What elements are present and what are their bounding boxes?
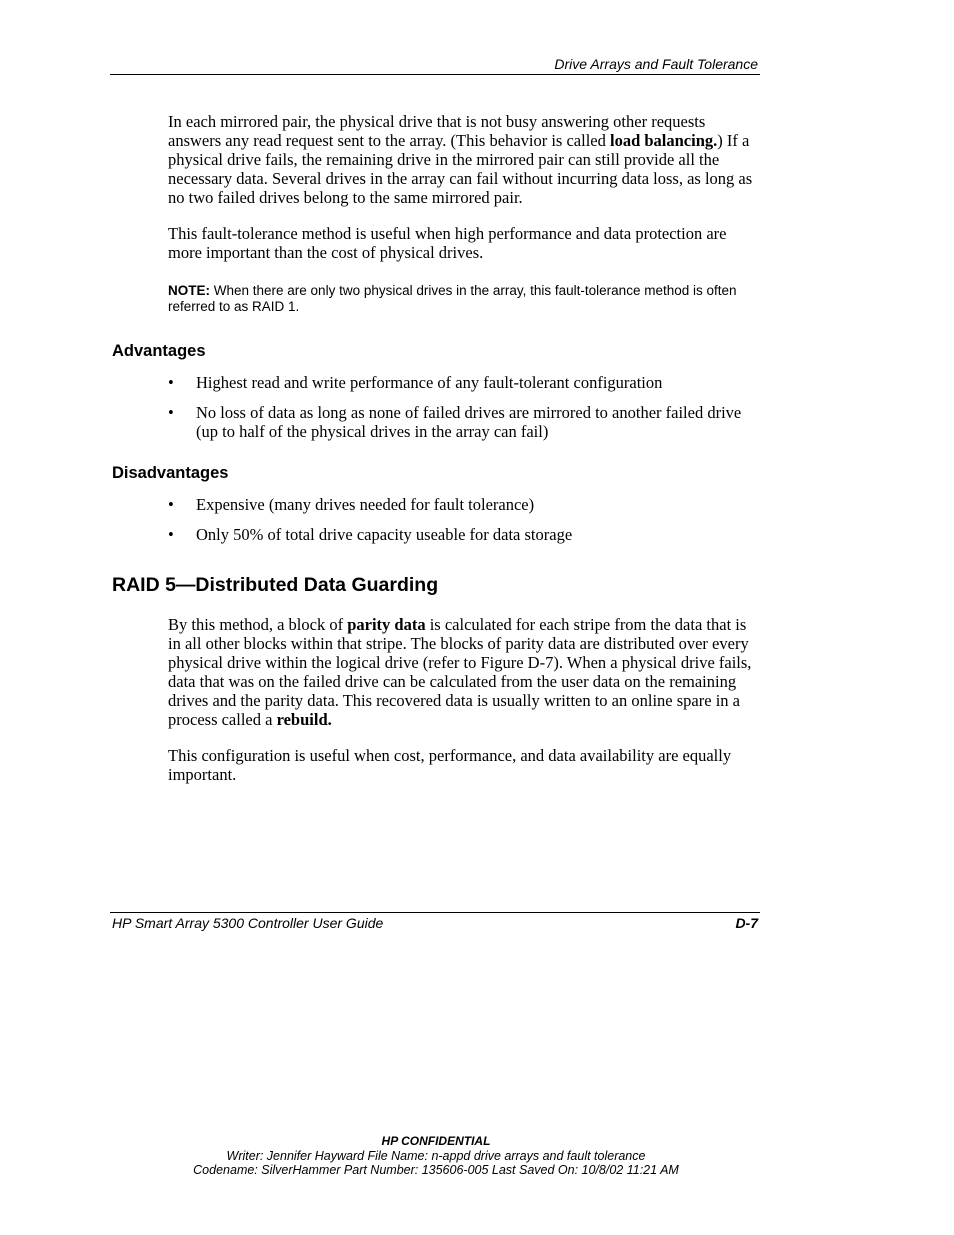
paragraph-text: In each mirrored pair, the physical drive that is not busy answering other requests answers any read request sent to the array. (This behavior is called bbox=[168, 112, 706, 150]
note bbox=[168, 283, 760, 315]
running-header: Drive Arrays and Fault Tolerance bbox=[554, 56, 758, 72]
footer-rule bbox=[110, 912, 760, 913]
bullet-icon: • bbox=[168, 403, 174, 422]
paragraph-text: ) If a physical drive fails, the remaining drive in the mirrored pair can still provide all the necessary data. Several drives in the array can fail without incurring data loss, as long as no two failed drives belong to the same mirrored pair. bbox=[168, 131, 753, 207]
bullet-icon: • bbox=[168, 495, 174, 514]
footer-guide-title: HP Smart Array 5300 Controller User Guide bbox=[112, 915, 384, 931]
confidential-writer-line: Writer: Jennifer Hayward File Name: n-appd drive arrays and fault tolerance bbox=[226, 1149, 646, 1163]
paragraph-parity-data bbox=[168, 615, 760, 729]
note-label: NOTE: bbox=[168, 283, 210, 298]
list-item-text: Only 50% of total drive capacity useable for data storage bbox=[196, 525, 573, 544]
header-rule bbox=[110, 74, 760, 75]
paragraph-configuration: This configuration is useful when cost, performance, and data availability are equally important. bbox=[168, 746, 732, 784]
page-number: D-7 bbox=[735, 915, 758, 931]
raid5-heading: RAID 5—Distributed Data Guarding bbox=[112, 574, 439, 596]
paragraph-text: By this method, a block of bbox=[168, 615, 348, 634]
confidential-title: HP CONFIDENTIAL bbox=[381, 1134, 491, 1148]
confidential-codename-line: Codename: SilverHammer Part Number: 135606-005 Last Saved On: 10/8/02 11:21 AM bbox=[193, 1163, 679, 1177]
paragraph-text: is calculated for each stripe from the data that is in all other blocks within that stripe. The blocks of parity data are distributed over every physical drive within the logical drive (refer to Figure D-7). When a physical drive fails, data that was on the failed drive can be calculated from the user data on the remaining drives and the parity data. This recovered data is usually written to an online spare in a process called a bbox=[168, 615, 752, 729]
bullet-icon: • bbox=[168, 525, 174, 544]
list-item-text: Highest read and write performance of any fault-tolerant configuration bbox=[196, 373, 663, 392]
disadvantages-heading: Disadvantages bbox=[112, 464, 229, 482]
term-parity-data: parity data bbox=[347, 615, 426, 634]
term-load-balancing: load balancing. bbox=[609, 131, 718, 150]
list-item-text: Expensive (many drives needed for fault tolerance) bbox=[196, 495, 535, 514]
note-text: When there are only two physical drives in the array, this fault-tolerance method is often referred to as RAID 1. bbox=[168, 283, 737, 314]
term-rebuild: rebuild. bbox=[276, 710, 332, 729]
bullet-icon: • bbox=[168, 373, 174, 392]
paragraph-usefulness: This fault-tolerance method is useful when high performance and data protection are more important than the cost of physical drives. bbox=[168, 224, 727, 262]
list-item-text: No loss of data as long as none of failed drives are mirrored to another failed drive (up to half of the physical drives in the array can fail) bbox=[196, 403, 742, 441]
paragraph-load-balancing bbox=[168, 112, 760, 207]
advantages-heading: Advantages bbox=[112, 342, 206, 360]
